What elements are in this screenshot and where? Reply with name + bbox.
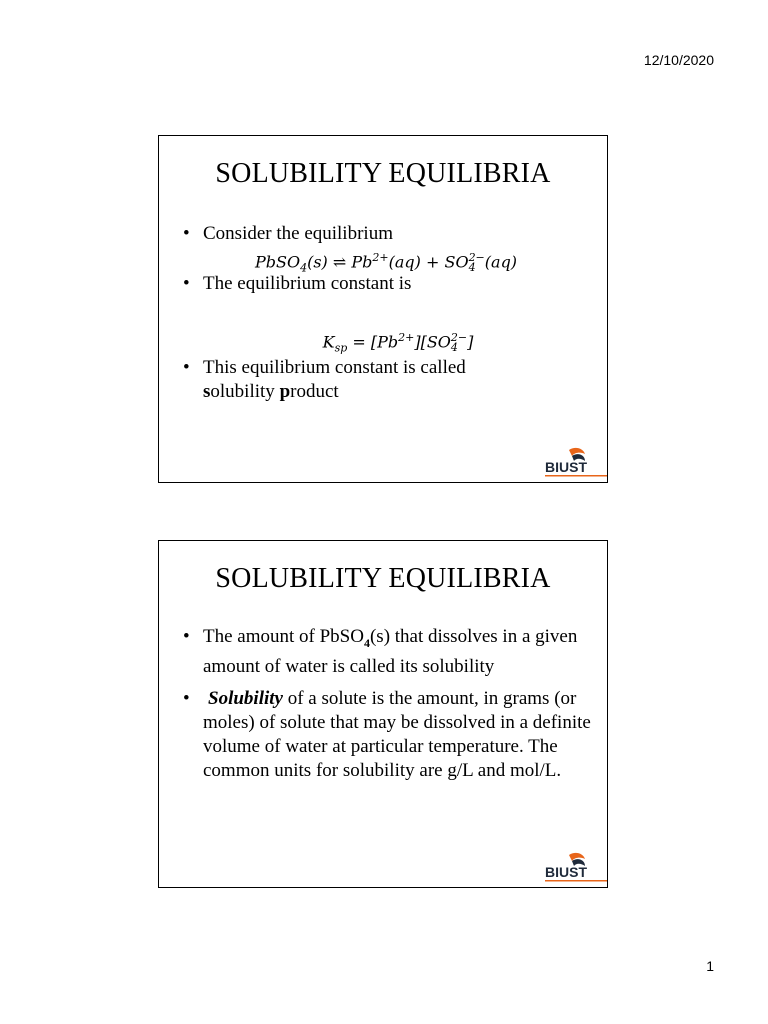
- eq-superscript: 2+: [398, 331, 415, 344]
- eq-supsub: [450, 330, 468, 354]
- eq-supsub: [468, 250, 485, 274]
- eq-operator: ][: [414, 332, 427, 352]
- eq-term: K: [322, 332, 335, 352]
- bullet-dot-icon: •: [183, 626, 190, 647]
- slide-2: [158, 540, 608, 888]
- page-number: 1: [706, 958, 714, 974]
- bold-letter: p: [279, 381, 291, 402]
- emphasized-term: Solubility: [208, 687, 283, 709]
- bullet-text: olubility: [210, 381, 280, 402]
- slide-title: SOLUBILITY EQUILIBRIA: [215, 563, 551, 594]
- bullet-text: of a solute is the amount, in grams (or moles) of solute that may be dissolved in a definite volume of water at particular temperature. The common units for solubility are g/L and mol/L.: [203, 687, 591, 781]
- eq-subscript: 4: [450, 340, 458, 354]
- equilibrium-arrow-icon: ⇌: [332, 252, 347, 272]
- eq-term: PbSO: [255, 252, 301, 272]
- bullet-item: [183, 356, 593, 404]
- eq-superscript: 2−: [468, 250, 485, 264]
- eq-superscript: 2+: [372, 251, 389, 264]
- slide-title: SOLUBILITY EQUILIBRIA: [215, 158, 551, 189]
- bullet-dot-icon: •: [183, 273, 190, 294]
- eq-term: SO: [444, 252, 469, 272]
- eq-term: SO: [426, 332, 451, 352]
- bullet-text: Consider the equilibrium: [203, 223, 393, 244]
- eq-operator: ]: [467, 332, 474, 352]
- bullet-list: [183, 222, 593, 404]
- page-date: 12/10/2020: [643, 52, 714, 68]
- eq-state: (aq): [388, 252, 421, 272]
- logo-text: BIUST: [545, 459, 587, 475]
- eq-operator: = [: [352, 332, 378, 352]
- eq-term: Pb: [377, 332, 399, 352]
- bullet-list: [183, 625, 593, 783]
- bullet-dot-icon: •: [183, 223, 190, 244]
- bullet-text: The amount of PbSO: [203, 626, 364, 647]
- bullet-text: roduct: [290, 381, 339, 402]
- bullet-item: [183, 625, 593, 679]
- eq-state: (aq): [484, 252, 518, 272]
- bullet-dot-icon: •: [183, 687, 190, 709]
- biust-logo: [545, 851, 609, 885]
- bullet-text: (s) that dissolves in a given amount of water is called its solubility: [203, 626, 578, 677]
- bullet-item: [183, 687, 593, 783]
- logo-text: BIUST: [545, 864, 587, 880]
- bullet-item: [183, 222, 593, 275]
- eq-superscript: 2−: [450, 330, 468, 344]
- slide-1: [158, 135, 608, 483]
- eq-state: (s): [307, 252, 328, 272]
- equilibrium-equation: [203, 246, 593, 275]
- eq-term: Pb: [351, 252, 373, 272]
- bullet-dot-icon: •: [183, 357, 190, 378]
- bold-letter: s: [203, 381, 211, 402]
- eq-subscript: 4: [468, 260, 476, 274]
- bullet-item: [183, 272, 593, 355]
- bullet-text: This equilibrium constant is called: [203, 357, 466, 378]
- eq-subscript: 4: [300, 261, 308, 275]
- chem-subscript: 4: [363, 635, 370, 650]
- eq-subscript: sp: [334, 341, 348, 355]
- biust-logo: [545, 446, 609, 480]
- eq-operator: +: [425, 252, 440, 272]
- ksp-equation: [203, 326, 593, 355]
- bullet-text: The equilibrium constant is: [203, 273, 412, 294]
